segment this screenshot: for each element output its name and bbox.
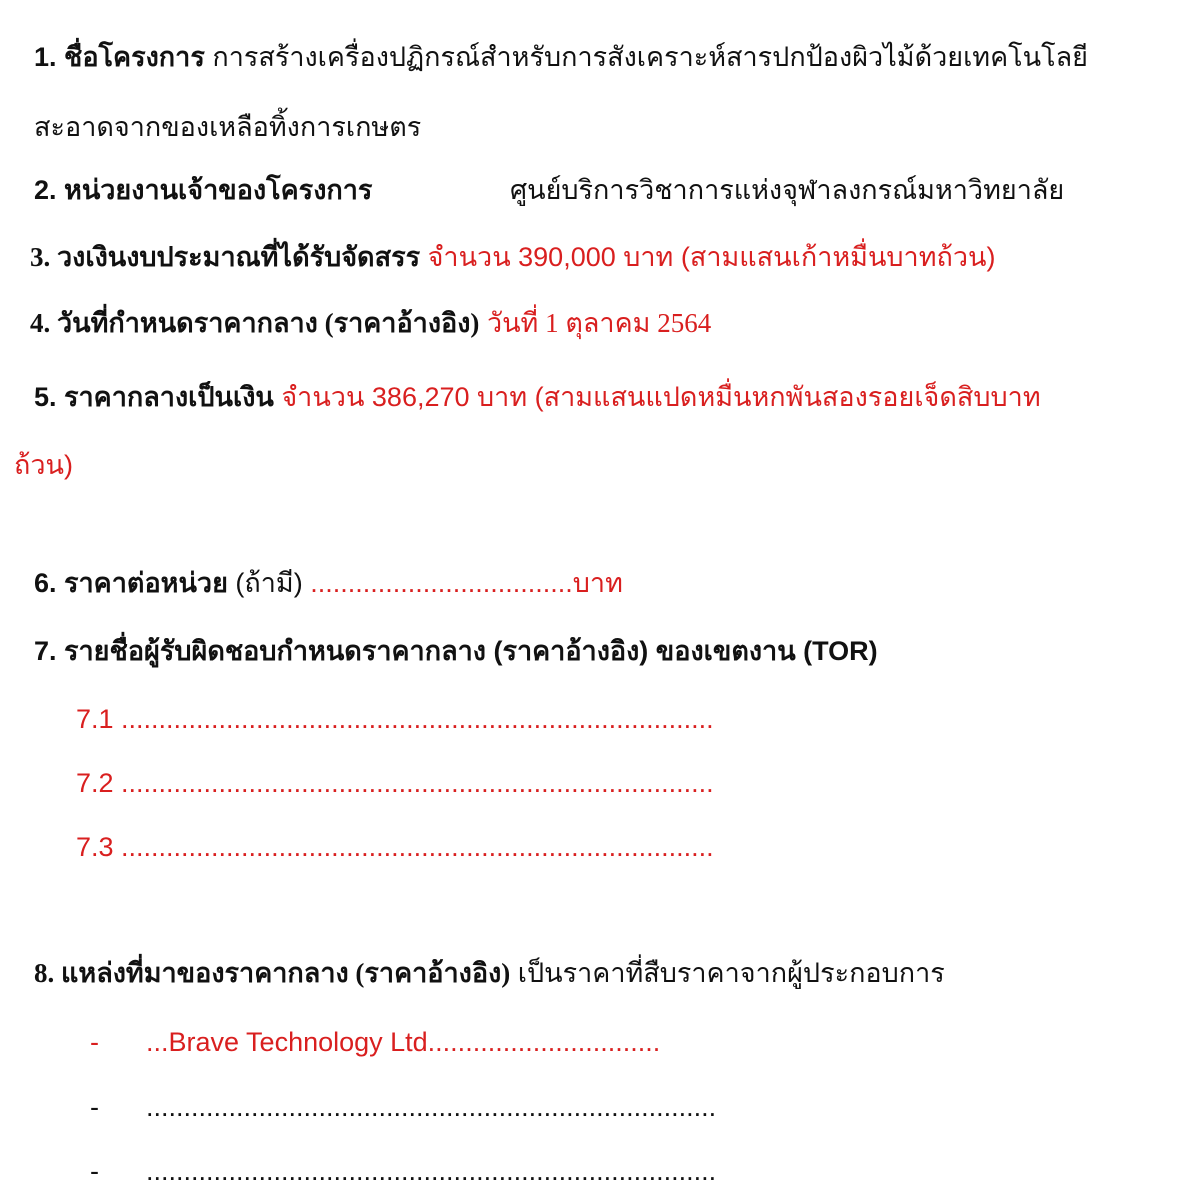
supplier-name: ............................................................................ (146, 1092, 717, 1122)
item2-value-line (510, 173, 1064, 207)
item7-label: 7. รายชื่อผู้รับผิดชอบกำหนดราคากลาง (ราคาอ้างอิง) ของเขตงาน (TOR) (34, 636, 878, 666)
item6-label: 6. ราคาต่อหน่วย (34, 568, 228, 598)
item5-line-cont (14, 448, 73, 482)
supplier-bullet (90, 1090, 99, 1124)
bullet-dash: - (90, 1092, 99, 1122)
item2-owner-agency: ศูนย์บริการวิชาการแห่งจุฬาลงกรณ์มหาวิทยาลัย (510, 175, 1065, 205)
supplier-entry (146, 1025, 660, 1059)
item3-budget-amount: จำนวน 390,000 บาท (สามแสนเก้าหมื่นบาทถ้วน) (427, 242, 996, 272)
supplier-bullet (90, 1154, 99, 1188)
item5-label: 5. ราคากลางเป็นเงิน (34, 382, 274, 412)
item7-entry-text: 7.2 ............................................................................... (76, 768, 714, 798)
item7-entry (76, 766, 714, 800)
item7-entry (76, 702, 714, 736)
item1-line (34, 40, 1088, 74)
supplier-bullet (90, 1025, 99, 1059)
item3-line (30, 240, 995, 274)
item8-line (34, 956, 945, 990)
supplier-entry (146, 1154, 716, 1188)
item1-line-cont (34, 110, 421, 144)
item7-entry (76, 830, 714, 864)
item6-note: (ถ้ามี) (235, 568, 303, 598)
item5-median-price: จำนวน 386,270 บาท (สามแสนแปดหมื่นหกพันสองรอยเจ็ดสิบบาท (281, 382, 1041, 412)
item4-label: 4. วันที่กำหนดราคากลาง (ราคาอ้างอิง) (30, 308, 480, 338)
bullet-dash: - (90, 1156, 99, 1186)
supplier-name: ...Brave Technology Ltd............................... (146, 1027, 661, 1057)
bullet-dash: - (90, 1027, 99, 1057)
item5-line (34, 380, 1041, 414)
item1-label: 1. ชื่อโครงการ (34, 42, 205, 72)
item7-entry-text: 7.3 ............................................................................... (76, 832, 714, 862)
item3-label: 3. วงเงินงบประมาณที่ได้รับจัดสรร (30, 242, 421, 272)
item6-line (34, 566, 623, 600)
item2-line (34, 173, 372, 207)
item8-source: เป็นราคาที่สืบราคาจากผู้ประกอบการ (517, 958, 945, 988)
item6-unit-price: ...................................บาท (310, 568, 623, 598)
item7-entry-text: 7.1 ............................................................................... (76, 704, 714, 734)
supplier-name: ............................................................................ (146, 1156, 717, 1186)
item7-line (34, 634, 878, 668)
supplier-entry (146, 1090, 716, 1124)
item1-project-name: การสร้างเครื่องปฏิกรณ์สำหรับการสังเคราะห์สารปกป้องผิวไม้ด้วยเทคโนโลยี (212, 42, 1088, 72)
item8-label: 8. แหล่งที่มาของราคากลาง (ราคาอ้างอิง) (34, 958, 511, 988)
item4-reference-date: วันที่ 1 ตุลาคม 2564 (486, 308, 712, 338)
item5-median-price-cont: ถ้วน) (14, 450, 73, 480)
item4-line (30, 306, 711, 340)
item2-label: 2. หน่วยงานเจ้าของโครงการ (34, 175, 373, 205)
item1-project-name-cont: สะอาดจากของเหลือทิ้งการเกษตร (34, 112, 422, 142)
